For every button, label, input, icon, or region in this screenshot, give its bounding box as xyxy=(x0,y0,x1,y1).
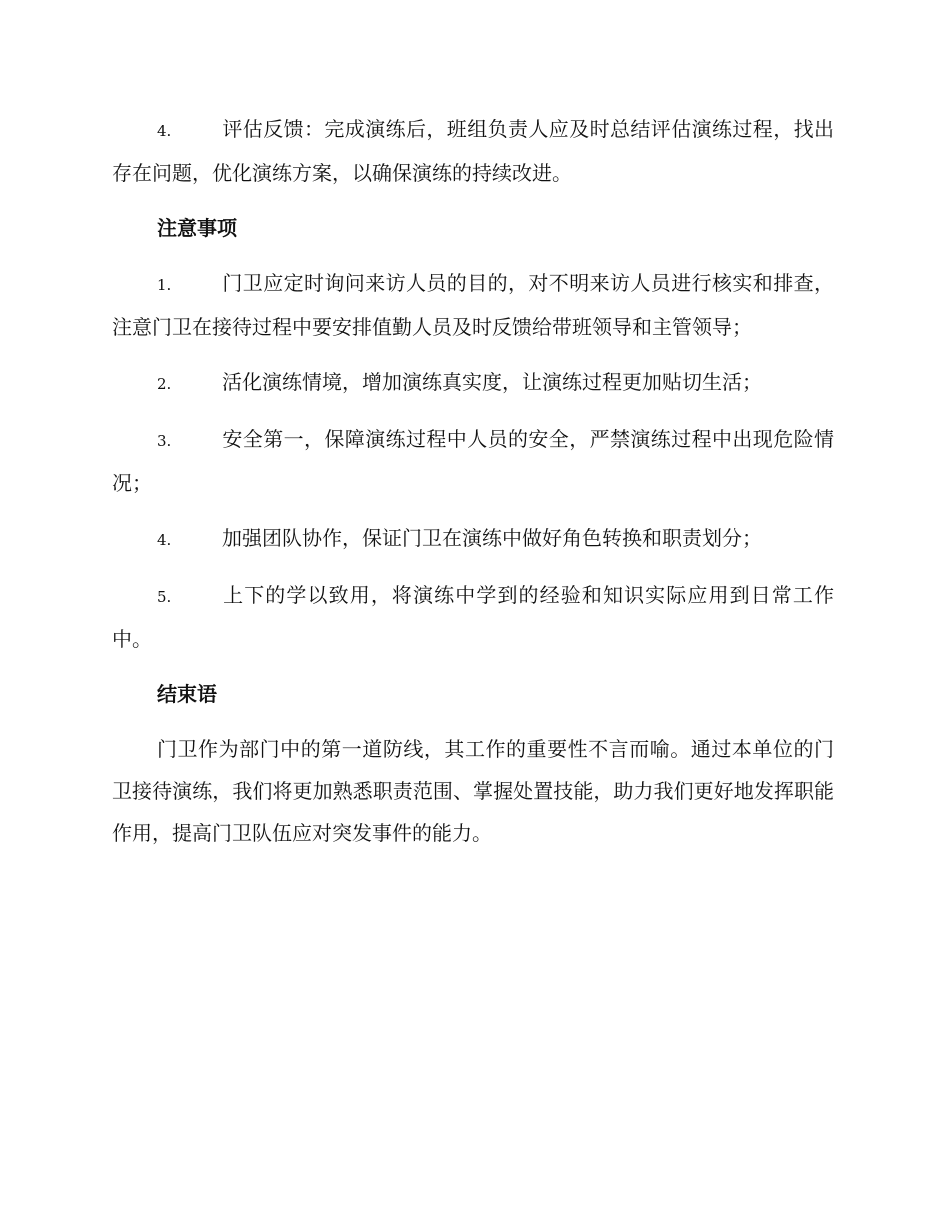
list-number: 2. xyxy=(157,375,172,393)
list-item-text: 活化演练情境，增加演练真实度，让演练过程更加贴切生活； xyxy=(222,370,762,394)
list-number: 3. xyxy=(157,432,172,450)
list-item xyxy=(112,418,834,504)
list-item-text: 安全第一，保障演练过程中人员的安全，严禁演练过程中出现危险情况； xyxy=(112,427,834,495)
list-item-text: 上下的学以致用，将演练中学到的经验和知识实际应用到日常工作中。 xyxy=(112,583,834,651)
section-heading-conclusion: 结束语 xyxy=(157,682,217,706)
list-number: 5. xyxy=(157,588,172,606)
list-item xyxy=(112,262,834,348)
section-heading-notes: 注意事项 xyxy=(157,216,237,240)
list-item-text: 门卫应定时询问来访人员的目的，对不明来访人员进行核实和排查，注意门卫在接待过程中要安排值勤人员及时反馈给带班领导和主管领导； xyxy=(112,271,834,339)
list-item-evaluation xyxy=(112,108,834,194)
list-number: 4. xyxy=(157,531,172,549)
list-number: 1. xyxy=(157,276,172,294)
list-item xyxy=(112,574,834,660)
conclusion-paragraph: 门卫作为部门中的第一道防线，其工作的重要性不言而喻。通过本单位的门卫接待演练，我们将更加熟悉职责范围、掌握处置技能，助力我们更好地发挥职能作用，提高门卫队伍应对突发事件的能力。 xyxy=(112,737,834,845)
list-item-text: 加强团队协作，保证门卫在演练中做好角色转换和职责划分； xyxy=(222,526,762,550)
list-item xyxy=(112,517,834,561)
list-item xyxy=(112,361,834,405)
document-body xyxy=(112,108,834,854)
list-item-text: 评估反馈：完成演练后，班组负责人应及时总结评估演练过程，找出存在问题，优化演练方案，以确保演练的持续改进。 xyxy=(112,117,834,185)
list-number: 4. xyxy=(157,122,172,140)
